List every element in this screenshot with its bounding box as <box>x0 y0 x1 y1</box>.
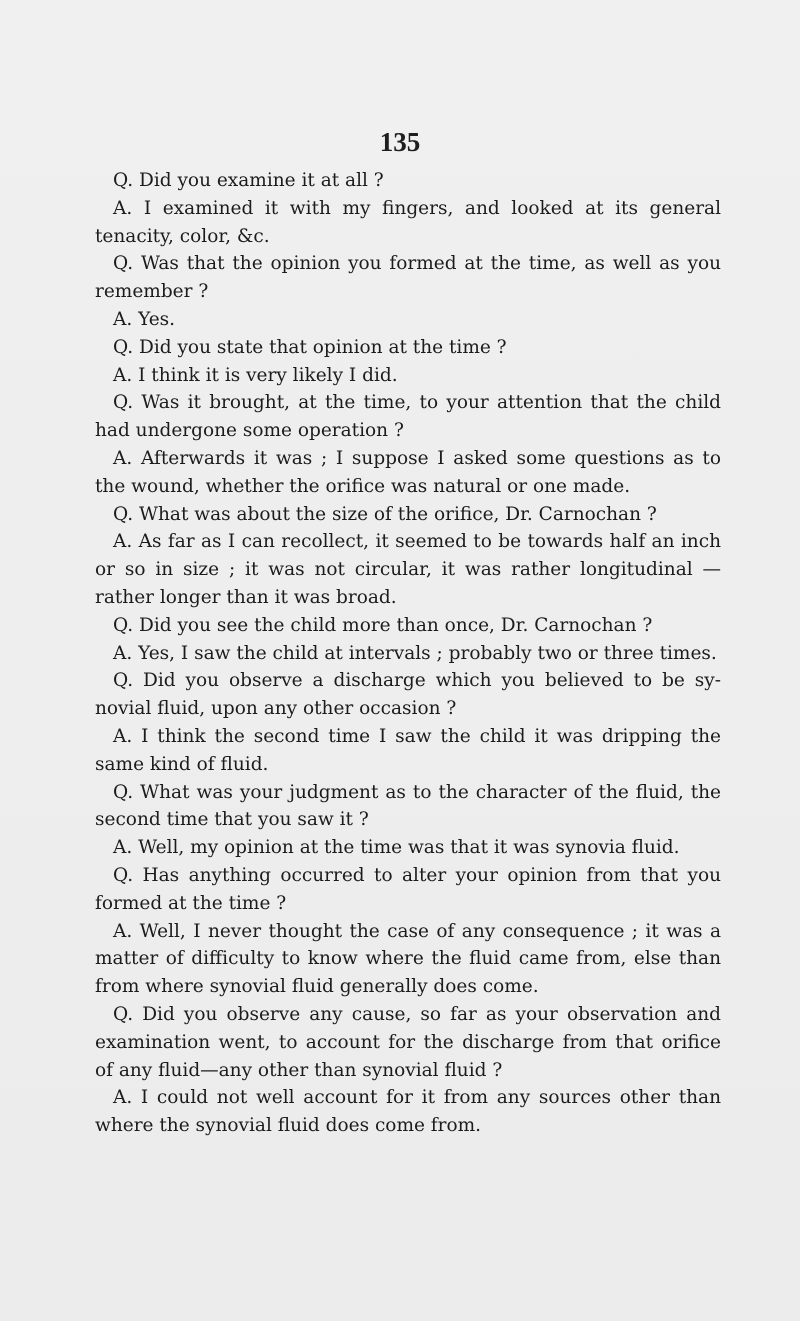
paragraph: Q. Was it brought, at the time, to your attention that the child had undergone some operation ? <box>95 392 721 442</box>
paragraph: Q. Has anything occurred to alter your opinion from that you formed at the time ? <box>95 864 721 914</box>
paragraph: Q. Was that the opinion you formed at the time, as well as you remember ? <box>95 253 721 303</box>
paragraph: A. I think it is very likely I did. <box>113 364 398 386</box>
paragraph: Q. What was about the size of the orifice, Dr. Carnochan ? <box>113 503 657 525</box>
paragraph: Q. Did you observe a discharge which you believed to be sy- novial fluid, upon any other occasion ? <box>95 670 721 720</box>
paragraph: A. I think the second time I saw the child it was dripping the same kind of fluid. <box>95 725 721 775</box>
paragraph: A. Afterwards it was ; I suppose I asked some questions as to the wound, whether the orifice was natural or one made. <box>95 447 721 497</box>
paragraph: A. I examined it with my fingers, and looked at its general tenacity, color, &c. <box>95 197 721 247</box>
paragraph: Q. Did you examine it at all ? <box>113 170 384 191</box>
paragraph: Q. What was your judgment as to the character of the fluid, the second time that you saw it ? <box>95 781 721 831</box>
paragraph: Q. Did you observe any cause, so far as your observation and examination went, to account for the discharge from that orifice of any fluid—any other than synovial fluid ? <box>95 1003 721 1081</box>
paragraph: A. As far as I can recollect, it seemed to be towards half an inch or so in size ; it was not circular, it was rather longitudinal —rather longer than it was broad. <box>95 531 721 608</box>
paragraph: Q. Did you state that opinion at the time ? <box>113 336 507 358</box>
paragraph: A. Yes, I saw the child at intervals ; probably two or three times. <box>113 642 717 664</box>
paragraph: A. Well, my opinion at the time was that it was synovia fluid. <box>113 837 680 859</box>
paragraph: A. Yes. <box>113 308 176 330</box>
paragraph: A. Well, I never thought the case of any consequence ; it was a matter of difficulty to know where the fluid came from, else than from where synovial fluid generally does come. <box>95 920 721 998</box>
transcript-text <box>95 167 721 1140</box>
paragraph: Q. Did you see the child more than once, Dr. Carnochan ? <box>113 614 653 636</box>
paragraph: A. I could not well account for it from any sources other than where the synovial fluid does come from. <box>95 1087 721 1137</box>
page-number: 135 <box>379 127 421 157</box>
